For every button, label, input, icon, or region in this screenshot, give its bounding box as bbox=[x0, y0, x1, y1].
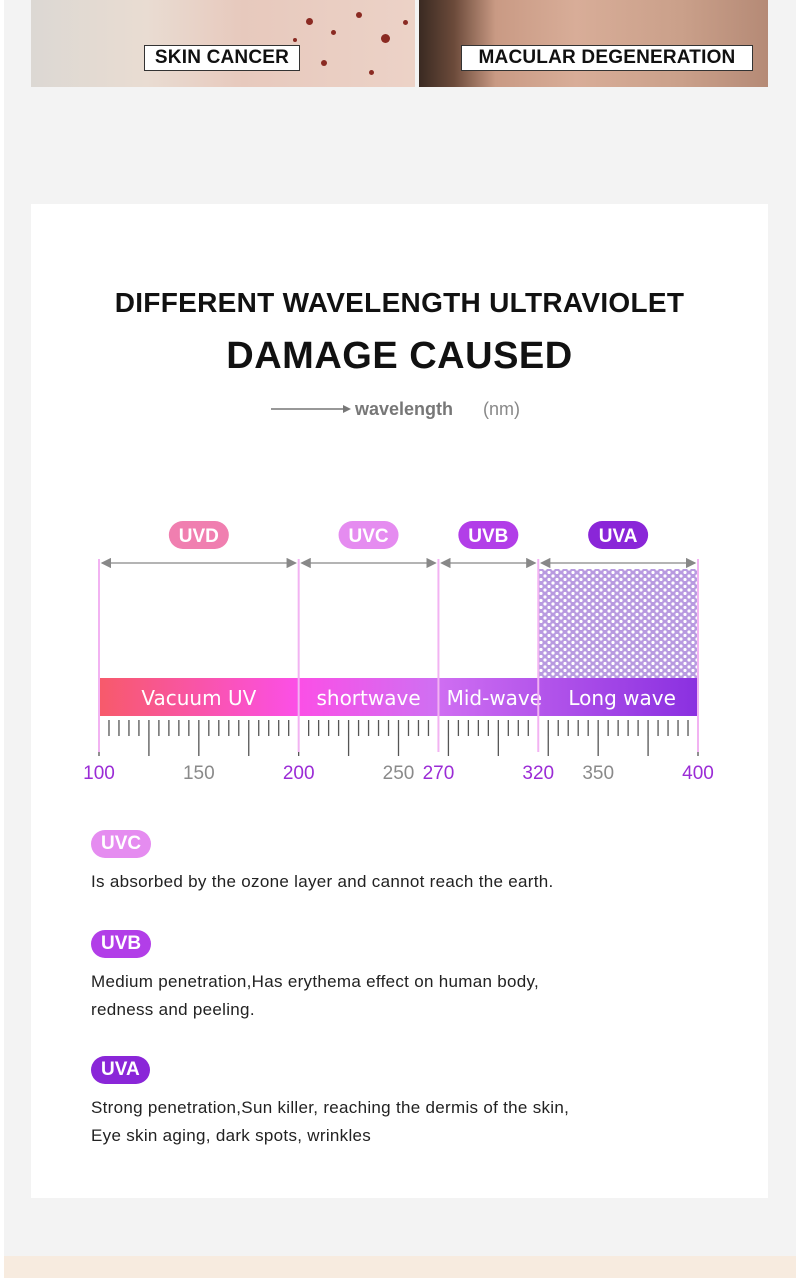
heading-line-1: DIFFERENT WAVELENGTH ULTRAVIOLET bbox=[114, 287, 685, 318]
tick-label-100: 100 bbox=[83, 763, 115, 784]
uv-info-card bbox=[31, 204, 768, 1198]
description-text-uva bbox=[91, 1094, 711, 1150]
wavelength-unit: (nm) bbox=[483, 399, 520, 419]
range-tag-uvd: UVD bbox=[178, 526, 219, 547]
description-line: redness and peeling. bbox=[91, 1000, 255, 1019]
heading-line-2: DAMAGE CAUSED bbox=[226, 335, 573, 377]
skin-cancer-photo bbox=[31, 0, 415, 87]
macular-degeneration-caption: MACULAR DEGENERATION bbox=[461, 45, 753, 71]
range-tag-uvb: UVB bbox=[468, 526, 509, 547]
description-tag-uvb: UVB bbox=[91, 930, 151, 958]
tick-label-320: 320 bbox=[522, 763, 555, 784]
arrow-right-icon bbox=[271, 403, 351, 415]
description-text-uvb bbox=[91, 968, 711, 1024]
description-line: Is absorbed by the ozone layer and cannot reach the earth. bbox=[91, 872, 554, 891]
tick-label-200: 200 bbox=[282, 763, 315, 784]
uva-hatched-area bbox=[538, 569, 698, 678]
description-line: Eye skin aging, dark spots, wrinkles bbox=[91, 1126, 372, 1145]
description-tag-uvc: UVC bbox=[91, 830, 151, 858]
description-text-uvc bbox=[91, 868, 711, 896]
tick-label-270: 270 bbox=[422, 763, 455, 784]
tick-label-350: 350 bbox=[582, 763, 615, 784]
tick-label-400: 400 bbox=[682, 763, 714, 784]
description-tag-uva: UVA bbox=[91, 1056, 150, 1084]
band-label-1: shortwave bbox=[316, 686, 421, 710]
tick-label-150: 150 bbox=[182, 763, 215, 784]
bottom-strip bbox=[4, 1256, 796, 1278]
band-label-0: Vacuum UV bbox=[141, 686, 257, 710]
uv-wavelength-chart bbox=[31, 504, 768, 804]
description-line: Strong penetration,Sun killer, reaching the dermis of the skin, bbox=[91, 1098, 570, 1117]
range-tag-uva: UVA bbox=[598, 526, 638, 547]
description-line: Medium penetration,Has erythema effect on human body, bbox=[91, 972, 540, 991]
band-label-2: Mid-wave bbox=[446, 686, 543, 710]
skin-cancer-caption: SKIN CANCER bbox=[144, 45, 300, 71]
band-label-3: Long wave bbox=[568, 686, 676, 710]
macular-degeneration-photo bbox=[419, 0, 768, 87]
range-tag-uvc: UVC bbox=[348, 526, 389, 547]
tick-label-250: 250 bbox=[382, 763, 415, 784]
wavelength-label: wavelength bbox=[355, 399, 454, 419]
